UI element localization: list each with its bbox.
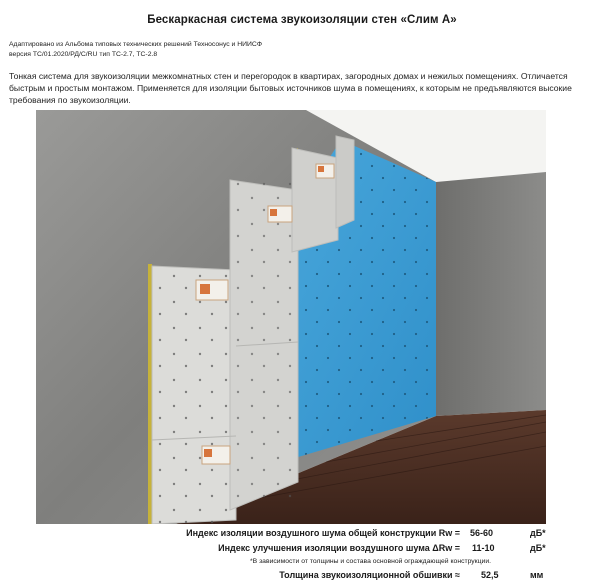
- spec-footnote: *В зависимости от толщины и состава основной ограждающей конструкции.: [250, 558, 492, 565]
- meta-version: версия ТС/01.2020/РД/С/RU тип ТС-2.7, ТС-2.8: [9, 51, 158, 58]
- spec-thickness-unit: мм: [530, 570, 544, 580]
- spec-rw-unit: дБ*: [530, 528, 546, 538]
- intro-paragraph: Тонкая система для звукоизоляции межкомнатных стен и перегородок в квартирах, загородных домах и нежилых помещениях. Отличается быстрым и простым монтажом. Применяется для изоляции бытовых источников шума в помещениях, к которым не предъявляются высокие требования по звукоизоляции.: [9, 71, 572, 105]
- spec-rw-value: 56-60: [470, 528, 494, 538]
- spec-drw-value: 11-10: [472, 543, 495, 553]
- meta-source: Адаптировано из Альбома типовых технических решений Техносонус и НИИСФ: [9, 41, 262, 48]
- document-meta: [9, 40, 262, 60]
- illustration-svg: [36, 110, 546, 524]
- spec-drw-unit: дБ*: [530, 543, 546, 553]
- spec-drw-label: Индекс улучшения изоляции воздушного шума ΔRw =: [218, 543, 460, 553]
- document-title: Бескаркасная система звукоизоляции стен «Слим А»: [147, 14, 457, 26]
- edge-strip: [148, 264, 152, 524]
- spec-rw-label: Индекс изоляции воздушного шума общей конструкции Rw =: [186, 528, 460, 538]
- spec-thickness-value: 52,5: [481, 570, 499, 580]
- wall-system-illustration: [36, 110, 546, 524]
- spec-thickness-label: Толщина звукоизоляционной обшивки ≈: [279, 570, 460, 580]
- side-wall: [436, 172, 546, 416]
